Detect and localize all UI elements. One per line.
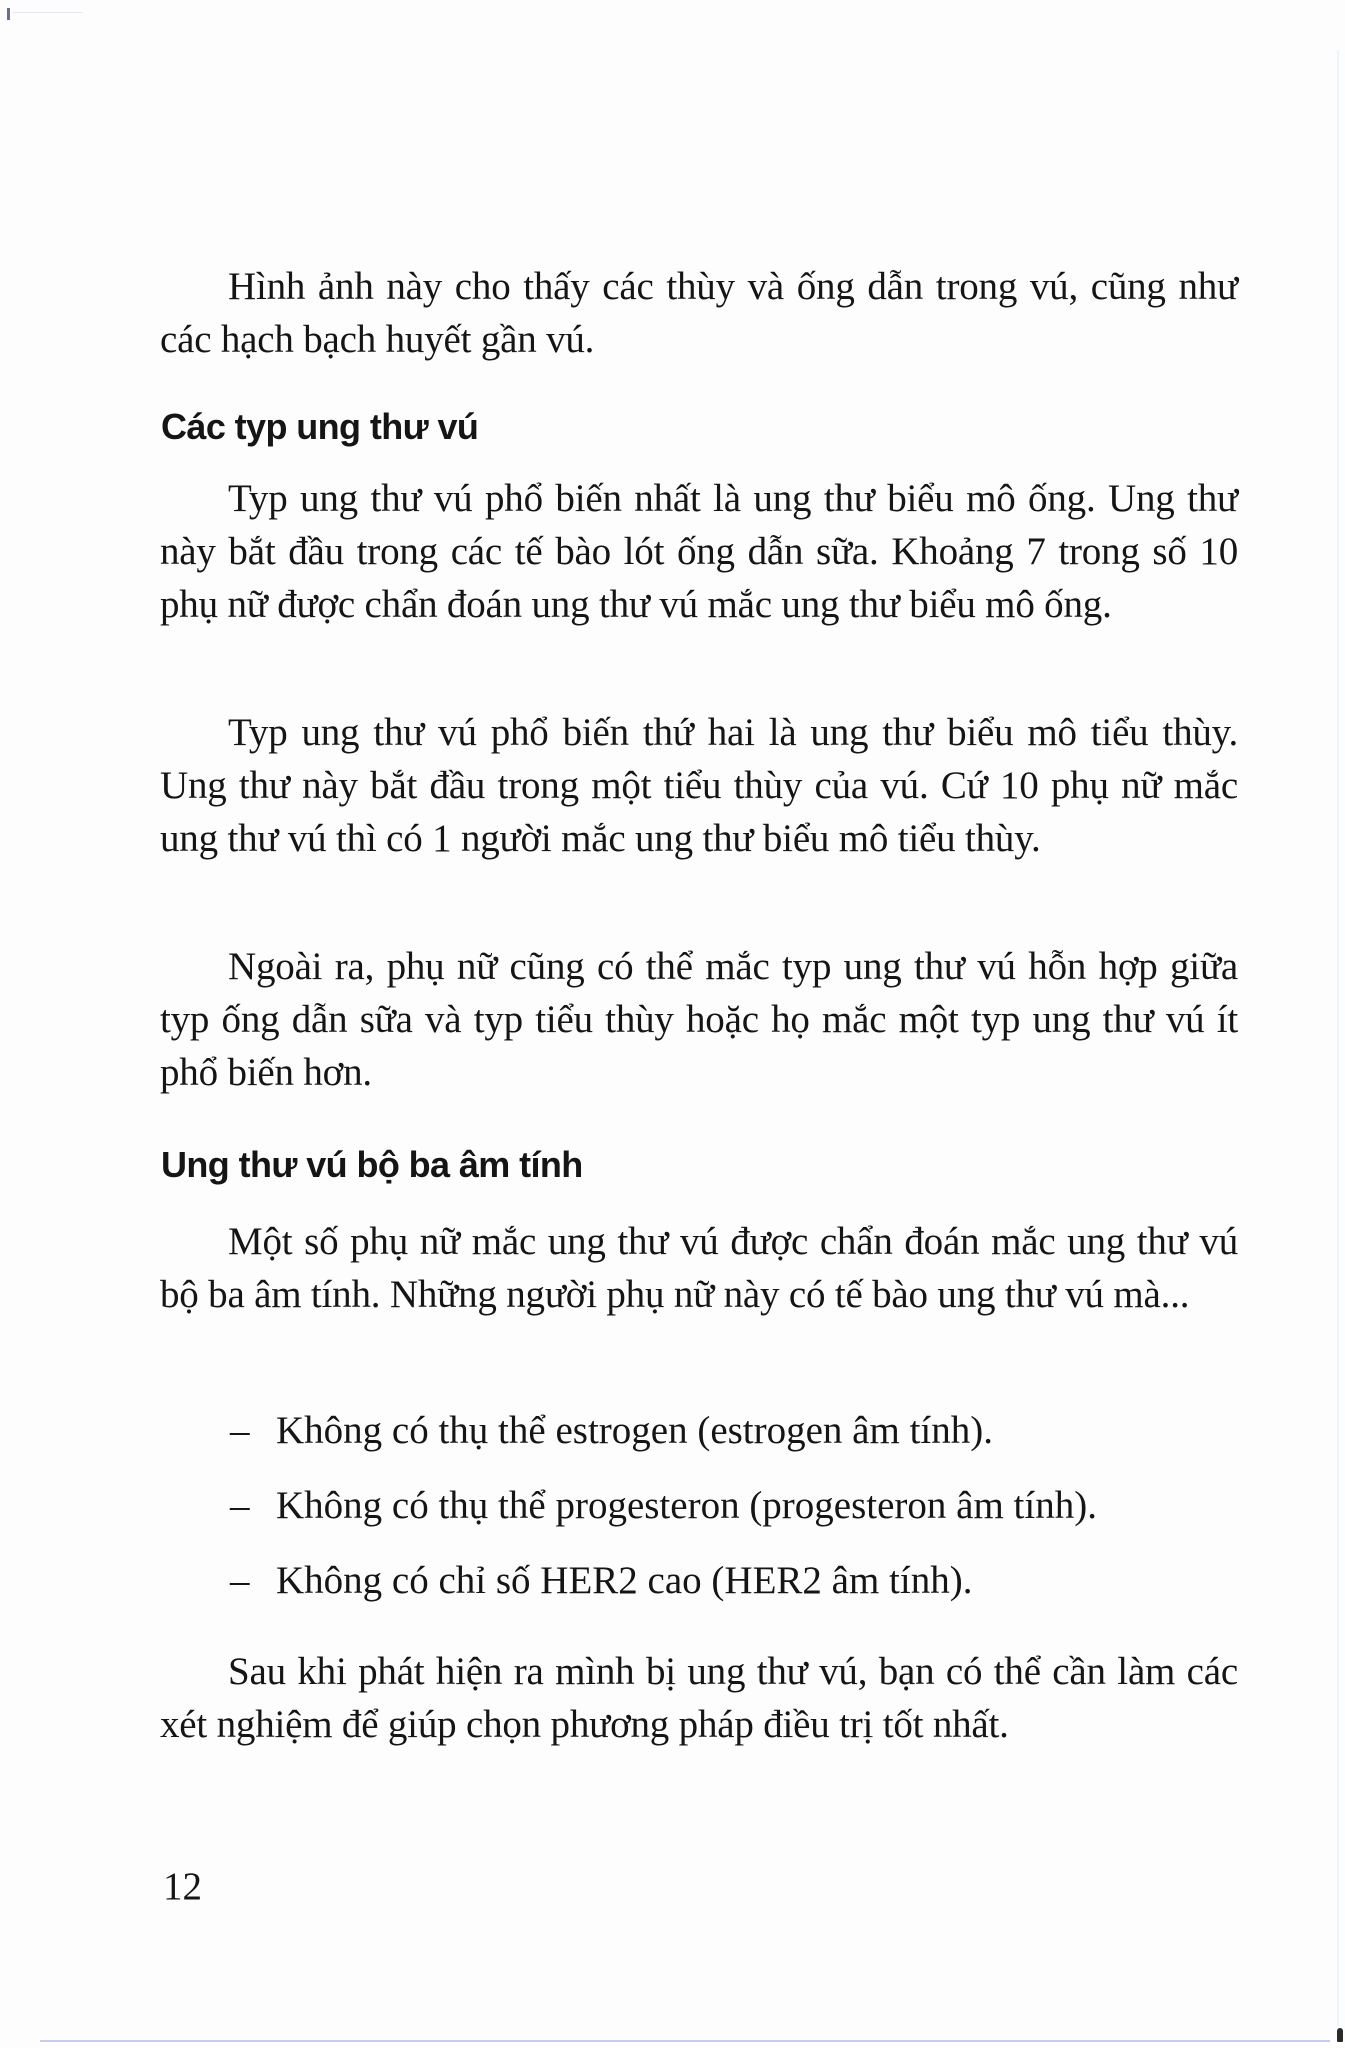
scan-artifact-mark [7, 8, 10, 20]
dash-bullet: – [230, 1559, 250, 1602]
paragraph-testing: Sau khi phát hiện ra mình bị ung thư vú, bạn có thể cần làm các xét nghiệm để giúp chọn phương pháp điều trị tốt nhất. [160, 1650, 1238, 1746]
paragraph-triple-negative-intro: Một số phụ nữ mắc ung thư vú được chẩn đoán mắc ung thư vú bộ ba âm tính. Những người phụ nữ này có tế bào ung thư vú mà... [160, 1220, 1238, 1316]
list-item-text: Không có thụ thể estrogen (estrogen âm tính). [276, 1409, 993, 1452]
page-right-edge [1337, 50, 1339, 2030]
paragraph-lobular-carcinoma: Typ ung thư vú phổ biến thứ hai là ung thư biểu mô tiểu thùy. Ung thư này bắt đầu trong một tiểu thùy của vú. Cứ 10 phụ nữ mắc ung thư vú thì có 1 người mắc ung thư biểu mô tiểu thùy. [160, 711, 1238, 860]
dash-bullet: – [230, 1484, 250, 1527]
section-heading-triple-negative: Ung thư vú bộ ba âm tính [161, 1144, 583, 1185]
scan-artifact-blot [1337, 2028, 1343, 2042]
paragraph-ductal-carcinoma: Typ ung thư vú phổ biến nhất là ung thư biểu mô ống. Ung thư này bắt đầu trong các tế bào lót ống dẫn sữa. Khoảng 7 trong số 10 phụ nữ được chẩn đoán ung thư vú mắc ung thư biểu mô ống. [160, 477, 1238, 626]
list-item-text: Không có chỉ số HER2 cao (HER2 âm tính). [276, 1559, 973, 1602]
dash-bullet: – [230, 1409, 250, 1452]
list-item [230, 1404, 1240, 1479]
scan-artifact-line [12, 12, 82, 13]
page-bottom-edge [40, 2040, 1330, 2042]
list-item [230, 1554, 1240, 1629]
list-item-text: Không có thụ thể progesteron (progesteron âm tính). [276, 1484, 1097, 1527]
intro-paragraph: Hình ảnh này cho thấy các thùy và ống dẫn trong vú, cũng như các hạch bạch huyết gần vú. [160, 265, 1238, 361]
list-item [230, 1479, 1240, 1554]
section-heading-breast-cancer-types: Các typ ung thư vú [161, 406, 479, 447]
receptor-list [230, 1404, 1240, 1629]
page-number: 12 [163, 1865, 202, 1908]
paragraph-mixed-types: Ngoài ra, phụ nữ cũng có thể mắc typ ung thư vú hỗn hợp giữa typ ống dẫn sữa và typ tiểu thùy hoặc họ mắc một typ ung thư vú ít phổ biến hơn. [160, 945, 1238, 1094]
